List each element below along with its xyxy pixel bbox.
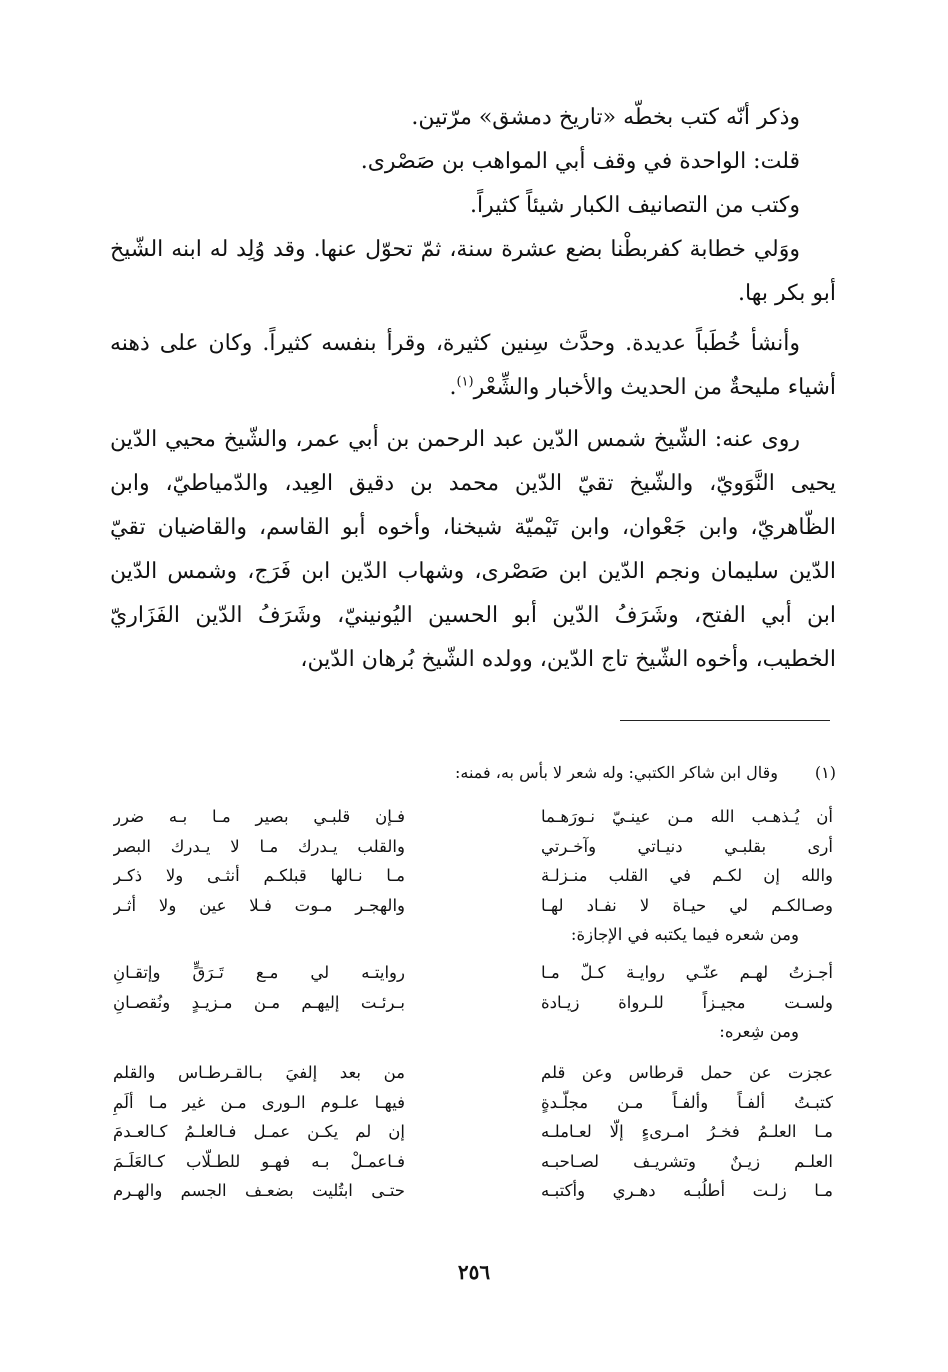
verse-first-half: كتبـتُ ألفـاً وألفـاً مـن مجلّـدةٍ (541, 1092, 833, 1112)
poem-verse (113, 1176, 833, 1206)
verse-second-half: والقلب يـدرك مـا لا يـدرك البصر (113, 836, 405, 856)
verse-second-half: روايتـه لي مـع تَـرَقٍّ وإتقـانِ (113, 963, 405, 982)
verse-first-half: أن يُـذهـب الله مـن عينـيّ نـورَهـما (541, 807, 833, 826)
verse-first-half: أرى بقلبـي دنيـاتي وآخـرتي (541, 836, 833, 856)
paragraph-writings: وأنشأ خُطَباً عديدة. وحدَّث سِنين كثيرة، وقرأ بنفسه كثيراً. وكان على ذهنه أشياء مليحةٌ من الحديث والأخبار والشِّعْر$^{(١)}$. (110, 331, 836, 400)
body-text: وأنشأ خُطَباً عديدة. وحدَّث سِنين كثيرة، وقرأ بنفسه كثيراً. وكان على ذهنه أشياء مليحةٌ من الحديث والأخبار والشِّعْر (110, 331, 836, 400)
verse-second-half: من بعد إلفيَ بـالقـرطـاس والقلم (113, 1063, 405, 1082)
verse-first-half: العلـم زيـنٌ وتشريـف لصـاحبـه (541, 1151, 833, 1171)
body-line: ووَلي خطابة كفربطْنا بضع عشرة سنة، ثمّ تحوّل عنها. وقد وُلِد له ابنه الشّيخ أبو بكر بها. (110, 237, 836, 306)
verse-second-half: فـإن قلبـي بصير مـا بـه ضرر (113, 807, 405, 826)
footnote-divider (620, 720, 830, 721)
poem-block-1 (113, 802, 833, 950)
footnote-header (110, 760, 836, 786)
poem-verse (113, 1117, 833, 1147)
footnote-reference: (١) (456, 374, 474, 390)
footnote-number: (١) (814, 763, 836, 782)
poem-note: ومن شعره فيما يكتبه في الإجازة: (570, 925, 799, 944)
paragraph-narrators (110, 418, 836, 682)
poem-verse (113, 891, 833, 921)
poem-verse (113, 1058, 833, 1088)
poem-verse (113, 832, 833, 862)
paragraph-biography (110, 96, 836, 316)
page-number: ٢٥٦ (457, 1260, 491, 1284)
verse-second-half: فـاعمـلْ بـه فهـو للطـلّاب كـالعَلَـمَ (113, 1151, 405, 1171)
poem-note: ومن شِعره: (719, 1022, 799, 1041)
body-line: وكتب من التصانيف الكبار شيئاً كثيراً. (470, 193, 800, 218)
poem-block-2 (113, 958, 833, 1047)
body-line: وذكر أنّه كتب بخطّه «تاريخ دمشق» مرّتين. (411, 105, 800, 130)
poem-verse (113, 958, 833, 988)
verse-first-half: وصـالكـم لي حيـاة لا نفـاد لهـا (541, 895, 833, 915)
verse-first-half: والله إن لكـم في القلب منـزلـة (541, 866, 833, 885)
poem-verse (113, 802, 833, 832)
poem-verse (113, 861, 833, 891)
poem-verse (113, 1088, 833, 1118)
body-line: قلت: الواحدة في وقف أبي المواهب بن صَصْرى. (360, 149, 800, 174)
verse-first-half: ولسـت مجيـزاً للـرواة زيـادة (541, 992, 833, 1012)
body-text: روى عنه: الشّيخ شمس الدّين عبد الرحمن بن أبي عمر، والشّيخ محيي الدّين يحيى النَّوَويّ، والشّيخ تقيّ الدّين محمد بن دقيق العِيد، والدّمياطيّ، وابن الظّاهريّ، وابن جَعْوان، وابن تَيْميّة شيخنا، وأخوه أبو القاسم، والقاضيان تقيّ الدّين سليمان ونجم الدّين ابن صَصْرى، وشهاب الدّين ابن فَرَج، وشمس الدّين ابن أبي الفتح، وشَرَفُ الدّين أبو الحسين اليُونينيّ، وشَرَفُ الدّين الفَزَاريّ الخطيب، وأخوه الشّيخ تاج الدّين، وولده الشّيخ بُرهان الدّين، (110, 427, 836, 672)
footnote-intro: وقال ابن شاكر الكتبي: وله شعر لا بأس به، فمنه: (455, 763, 778, 782)
verse-second-half: حتـى ابتُليت بضعـف الجسم والهـرم (113, 1181, 405, 1200)
poem-block-3 (113, 1058, 833, 1206)
verse-second-half: فيهـا علـوم الـورى مـن غير مـا ألَمِ (113, 1092, 405, 1112)
poem-verse (113, 988, 833, 1018)
verse-first-half: مـا زلـت أطلُبـه دهـري وأكتبـه (541, 1181, 833, 1200)
verse-second-half: بـرئـت إليهـم مـن مـزيـدٍ ونُقصـانِ (113, 992, 405, 1012)
verse-second-half: والهجـر مـوت فـلا عين ولا أثـر (113, 895, 405, 915)
verse-second-half: مـا نـالها قبلكـم أنثـى ولا ذكـر (113, 866, 405, 885)
verse-second-half: إن لم يكـن عمـل فـالعلـمُ كـالعـدمَ (113, 1122, 405, 1141)
verse-first-half: عجزت عن حمل قرطاس وعن قلم (541, 1063, 833, 1082)
verse-first-half: مـا العلـمُ فخـرُ امـرىءٍ إلّا لعـاملـه (541, 1122, 833, 1141)
poem-verse (113, 1147, 833, 1177)
verse-first-half: أجـزتُ لهـم عنّـي روايـة كـلّ مـا (541, 963, 833, 982)
